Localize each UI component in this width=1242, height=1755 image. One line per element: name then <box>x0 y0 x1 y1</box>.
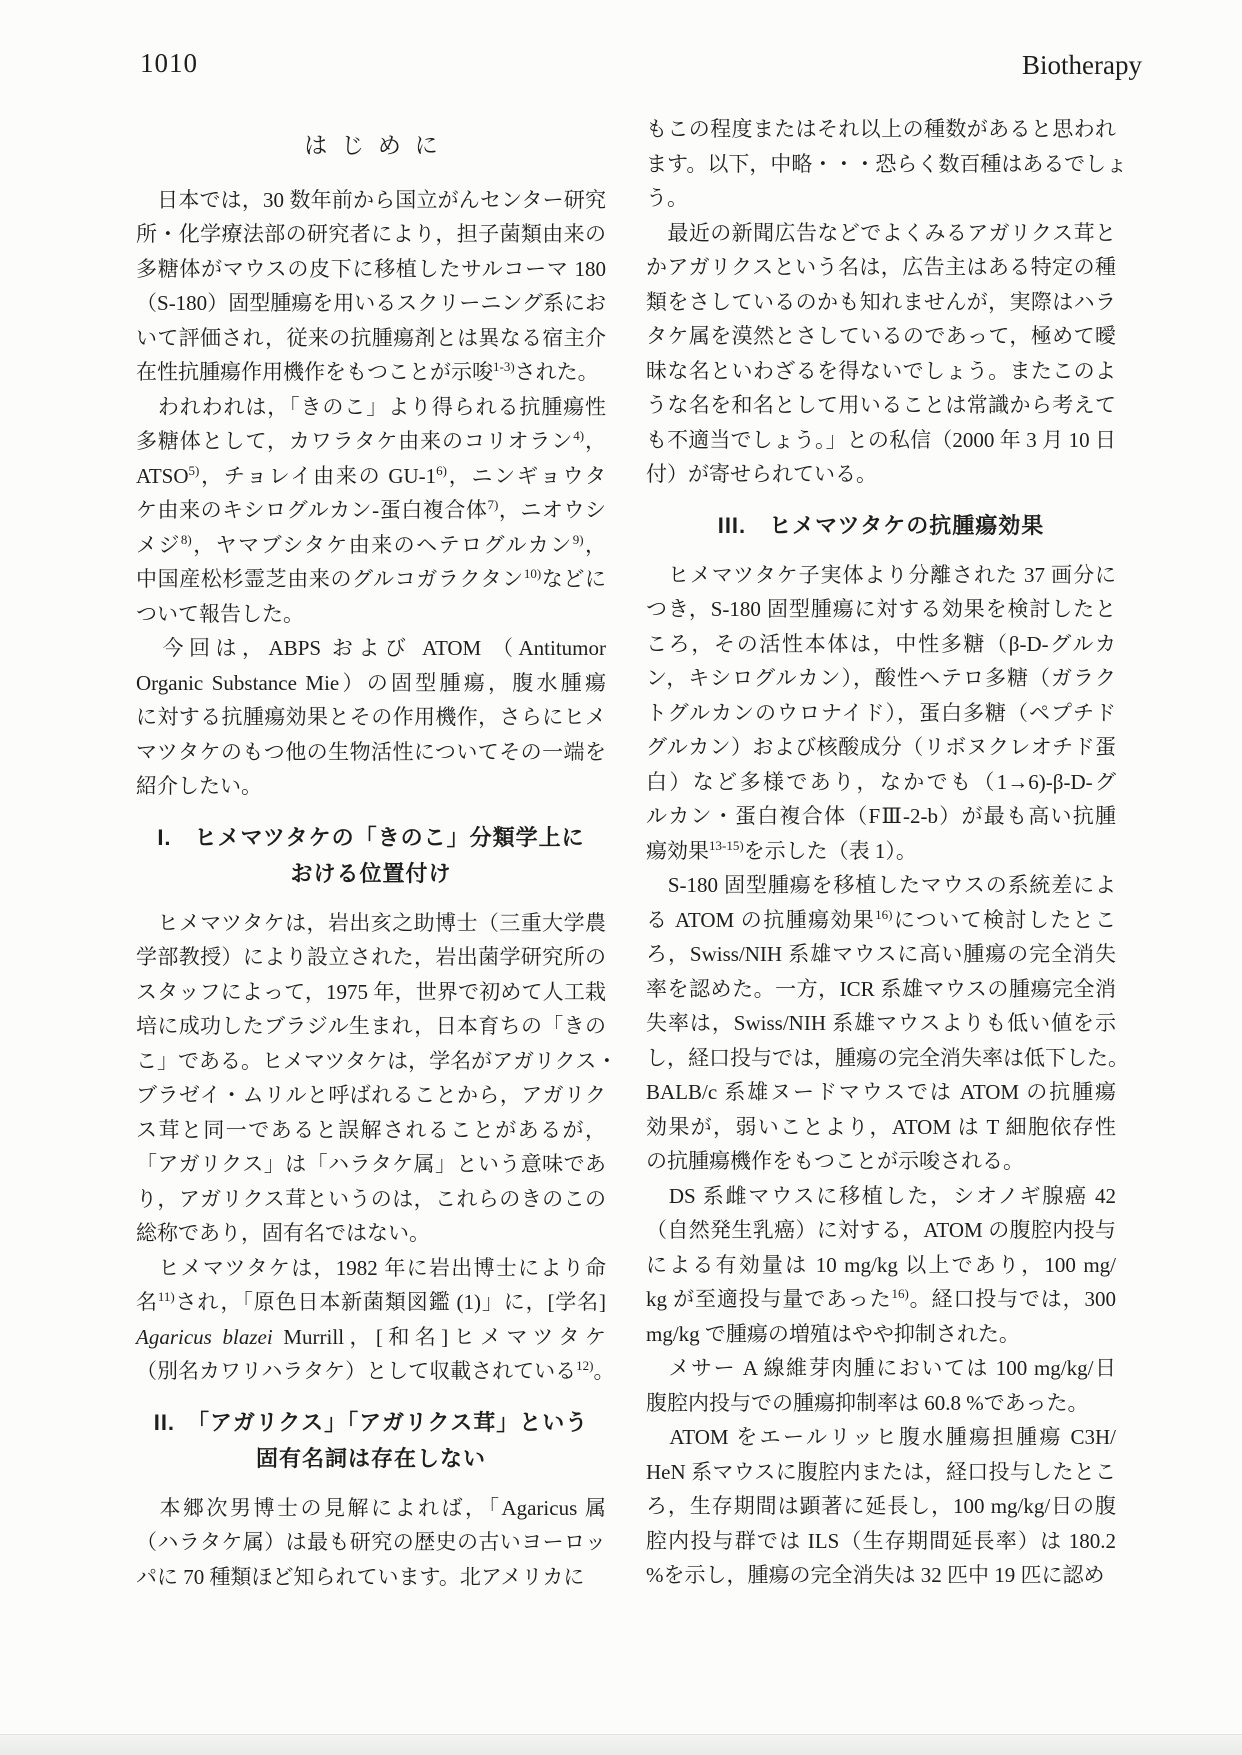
text-line: り，アガリクス茸というのは，これらのきのこの <box>136 1186 606 1211</box>
text-line: 中国産松杉霊芝由来のグルコガラクタン$^{10)}$などに <box>136 566 607 591</box>
text-line: トグルカンのウロナイド），蛋白多糖（ペプチド <box>646 700 1116 725</box>
text-line: ろ，生存期間は顕著に延長し，100 mg/kg/日の腹 <box>646 1494 1116 1518</box>
text-line: もこの程度またはそれ以上の種数があると思われ <box>646 117 1116 141</box>
text-line: 昧な名といわざるを得ないでしょう。またこのよ <box>646 358 1116 383</box>
text-line: Organic Substance Mie）の固型腫瘍，腹水腫瘍 <box>136 670 606 695</box>
text-line: （ハラタケ属）は最も研究の歴史の古いヨーロッ <box>136 1530 606 1554</box>
para-metha-a <box>646 1351 1116 1420</box>
para-screening <box>136 183 606 390</box>
para-himematsutake-origin <box>136 906 618 1251</box>
text-line: 付）が寄せられている。 <box>646 462 877 486</box>
reference-superscript: 16) <box>875 906 893 922</box>
reference-superscript: 5) <box>188 462 200 478</box>
text-line: 名$^{11)}$され，「原色日本新菌類図鑑 (1)」に，[学名] <box>136 1289 607 1314</box>
para-himematsutake-naming <box>136 1251 615 1389</box>
text-line: ブラゼイ・ムリルと呼ばれることから，アガリク <box>136 1083 606 1107</box>
reference-superscript: 12) <box>576 1358 594 1373</box>
text-line: 最近の新聞広告などでよくみるアガリクス茸と <box>646 220 1116 245</box>
text-line: かアガリクスという名は，広告主はある特定の種 <box>646 255 1116 279</box>
text-line: こ」である。ヒメマツタケは，学名がアガリクス・ <box>136 1048 618 1073</box>
text-line: グルカン）および核酸成分（リボヌクレオチド蛋 <box>646 735 1116 759</box>
text-line: %を示し，腫瘍の完全消失は 32 匹中 19 匹に認め <box>646 1563 1105 1587</box>
reference-superscript: 1-3) <box>493 359 515 374</box>
text-line: 学部教授）により設立された，岩出菌学研究所の <box>136 945 606 969</box>
text-line: 培に成功したブラジル生まれ，日本育ちの「きの <box>136 1014 606 1038</box>
text-line: （別名カワリハラタケ）として収載されている$^{12)}$。 <box>136 1358 615 1383</box>
text-line: 総称であり，固有名ではない。 <box>136 1221 430 1245</box>
para-species-continuation <box>646 112 1128 216</box>
para-ehrlich <box>646 1420 1116 1593</box>
heading-section-2 <box>136 1405 606 1477</box>
text-line: （S-180）固型腫瘍を用いるスクリーニング系にお <box>136 291 606 315</box>
text-line: 白）など多様であり，なかでも（1→6)-β-D-グ <box>646 769 1116 794</box>
text-line: ヒメマツタケ子実体より分離された 37 画分に <box>646 562 1116 587</box>
text-line: （自然発生乳癌）に対する，ATOM の腹腔内投与 <box>646 1218 1116 1242</box>
text-line: ます。以下，中略・・・恐らく数百種はあるでしょ <box>646 151 1128 176</box>
text-line: 「アガリクス」は「ハラタケ属」という意味であ <box>136 1152 606 1176</box>
text-line: ATSO$^{5)}$，チョレイ由来の GU-1$^{6)}$，ニンギョウタ <box>136 462 606 488</box>
text-line: 在性抗腫瘍作用機作をもつことが示唆$^{1-3)}$された。 <box>136 359 599 384</box>
text-line: う。 <box>646 186 688 210</box>
text-line: 紹介したい。 <box>136 774 262 798</box>
right-column <box>646 112 1129 1593</box>
para-fractions <box>646 558 1116 869</box>
text-line: 瘍効果$^{13-15)}$を示した（表 1）。 <box>646 837 917 863</box>
text-line: 率を認めた。一方，ICR 系雄マウスの腫瘍完全消 <box>646 976 1116 1001</box>
text-line: 類をさしているのかも知れませんが，実際はハラ <box>646 289 1116 314</box>
text-line: る ATOM の抗腫瘍効果$^{16)}$について検討したとこ <box>646 906 1116 932</box>
text-line: mg/kg で腫瘍の増殖はやや抑制された。 <box>646 1321 1020 1346</box>
text-line: の抗腫瘍機作をもつことが示唆される。 <box>646 1149 1024 1173</box>
text-line: Agaricus blazei Murrill，[和名]ヒメマツタケ <box>136 1324 606 1349</box>
text-line: II. 「アガリクス」「アガリクス茸」という <box>153 1409 589 1435</box>
text-line: 失率は，Swiss/NIH 系雄マウスよりも低い値を示 <box>646 1011 1116 1035</box>
text-line: メサー A 線維芽肉腫においては 100 mg/kg/日 <box>646 1356 1116 1380</box>
text-line: 効果が，弱いことより，ATOM は T 細胞依存性 <box>646 1114 1116 1139</box>
text-line: による有効量は 10 mg/kg 以上であり，100 mg/ <box>646 1252 1116 1277</box>
reference-superscript: 9) <box>572 531 584 547</box>
text-line: ATOM をエールリッヒ腹水腫瘍担腫瘍 C3H/ <box>646 1425 1116 1449</box>
text-line: 今回は，ABPS および ATOM （Antitumor <box>136 636 606 660</box>
reference-superscript: 10) <box>523 566 542 581</box>
text-line: も不適当でしょう。」との私信（2000 年 3 月 10 日 <box>646 427 1116 452</box>
text-line: ついて報告した。 <box>136 601 304 626</box>
reference-superscript: 4) <box>573 428 585 443</box>
text-line: 所・化学療法部の研究者により，担子菌類由来の <box>136 222 606 246</box>
text-line: いて評価され，従来の抗腫瘍剤とは異なる宿主介 <box>136 325 606 350</box>
journal-title: Biotherapy <box>1022 50 1142 80</box>
text-line: 多糖体がマウスの皮下に移植したサルコーマ 180 <box>136 256 606 281</box>
reference-superscript: 11) <box>157 1289 175 1304</box>
text-line: おける位置付け <box>290 860 452 886</box>
text-line: 本郷次男博士の見解によれば，「Agaricus 属 <box>136 1495 606 1520</box>
text-line: はじめに <box>304 132 452 158</box>
scan-edge-artifact <box>0 1734 1242 1755</box>
text-line: つき，S-180 固型腫瘍に対する効果を検討したと <box>646 597 1116 621</box>
text-line: ろ，Swiss/NIH 系雄マウスに高い腫瘍の完全消失 <box>646 942 1116 966</box>
text-line: 多糖体として，カワラタケ由来のコリオラン$^{4)}$， <box>136 428 606 453</box>
text-line: BALB/c 系雄ヌードマウスでは ATOM の抗腫瘍 <box>646 1080 1116 1104</box>
para-newspaper-ads <box>646 216 1116 492</box>
text-line: ン，キシログルカン），酸性ヘテロ多糖（ガラク <box>646 666 1116 690</box>
text-line: 固有名詞は存在しない <box>255 1445 486 1471</box>
text-line: DS 系雌マウスに移植した，シオノギ腺癌 42 <box>646 1183 1116 1208</box>
text-line: III. ヒメマツタケの抗腫瘍効果 <box>717 512 1045 538</box>
text-line: 日本では，30 数年前から国立がんセンター研究 <box>136 187 606 212</box>
page-number: 1010 <box>140 48 198 78</box>
text-line: スタッフによって，1975 年，世界で初めて人工栽 <box>136 979 606 1004</box>
text-line: ヒメマツタケは，岩出亥之助博士（三重大学農 <box>136 910 606 935</box>
text-line: ころ，その活性本体は，中性多糖（β-D-グルカ <box>646 631 1116 656</box>
text-line: I. ヒメマツタケの「きのこ」分類学上に <box>157 824 585 850</box>
left-column <box>136 122 618 1594</box>
para-konkai <box>136 631 606 804</box>
heading-section-3 <box>646 508 1116 544</box>
text-line: ヒメマツタケは，1982 年に岩出博士により命 <box>136 1255 606 1280</box>
para-polysaccharides <box>136 390 606 632</box>
para-hongo-opinion <box>136 1491 606 1595</box>
reference-superscript: 13-15) <box>709 837 744 853</box>
reference-superscript: 6) <box>436 462 448 478</box>
text-line: 腹腔内投与での腫瘍抑制率は 60.8 %であった。 <box>646 1390 1089 1415</box>
text-line: メジ$^{8)}$，ヤマブシタケ由来のヘテログルカン$^{9)}$， <box>136 531 607 557</box>
text-line: ルカン・蛋白複合体（FⅢ-2-b）が最も高い抗腫 <box>646 804 1116 828</box>
text-line: kg が至適投与量であった$^{16)}$。経口投与では，300 <box>646 1286 1116 1311</box>
text-line: 腔内投与群では ILS（生存期間延長率）は 180.2 <box>646 1528 1116 1553</box>
heading-section-1 <box>136 820 606 892</box>
text-line: S-180 固型腫瘍を移植したマウスの系統差によ <box>646 873 1116 897</box>
text-line: われわれは，「きのこ」より得られる抗腫瘍性 <box>136 394 606 419</box>
text-line: ケ由来のキシログルカン-蛋白複合体$^{7)}$，ニオウシ <box>136 497 607 522</box>
text-line: うな名を和名として用いることは常識から考えて <box>646 393 1116 417</box>
text-line: タケ属を漠然とさしているのであって，極めて曖 <box>646 324 1116 348</box>
text-line: パに 70 種類ほど知られています。北アメリカに <box>136 1564 585 1589</box>
text-line: ス茸と同一であると誤解されることがあるが， <box>136 1117 606 1142</box>
intro-heading <box>136 128 606 163</box>
reference-superscript: 7) <box>487 497 499 512</box>
text-line: し，経口投与では，腫瘍の完全消失率は低下した。 <box>646 1045 1129 1070</box>
text-line: マツタケのもつ他の生物活性についてその一端を <box>136 739 606 764</box>
para-ds-mice <box>646 1179 1116 1352</box>
text-line: に対する抗腫瘍効果とその作用機作，さらにヒメ <box>136 705 606 729</box>
reference-superscript: 16) <box>891 1286 909 1301</box>
text-line: HeN 系マウスに腹腔内または，経口投与したとこ <box>646 1459 1116 1484</box>
para-strain-difference <box>646 868 1129 1179</box>
reference-superscript: 8) <box>180 531 192 547</box>
